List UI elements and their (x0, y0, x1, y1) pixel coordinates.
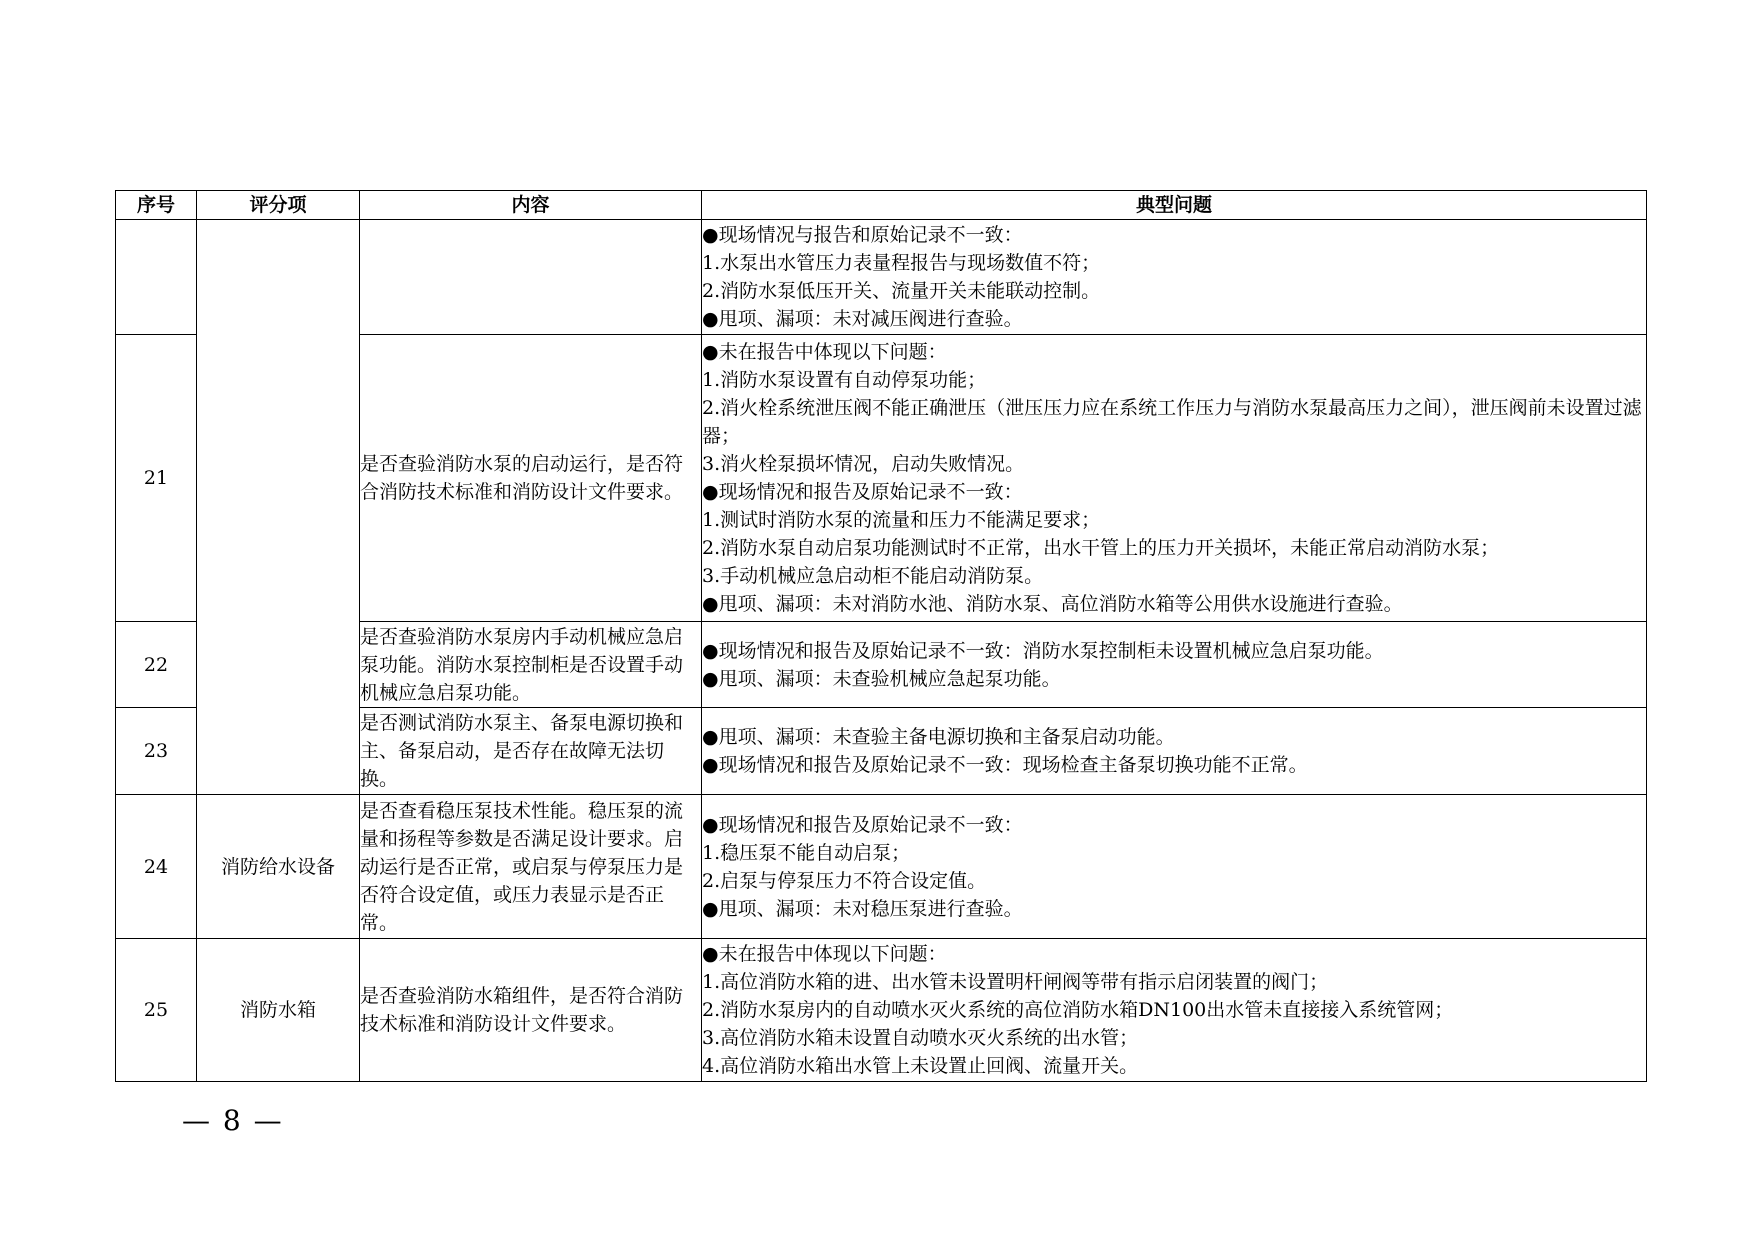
row-issues (702, 220, 1647, 335)
row-number: 23 (116, 708, 197, 795)
issue-line: 3.消火栓泵损坏情况，启动失败情况。 (702, 453, 1025, 475)
issue-line: 4.高位消防水箱出水管上未设置止回阀、流量开关。 (702, 1055, 1139, 1077)
issue-line: 3.手动机械应急启动柜不能启动消防泵。 (702, 565, 1044, 587)
issue-line: ●现场情况和报告及原始记录不一致： (702, 813, 1023, 836)
issue-line: ●甩项、漏项：未查验机械应急起泵功能。 (702, 667, 1061, 690)
table-row (116, 220, 1647, 335)
table-row (116, 939, 1647, 1082)
issue-line: 2.消防水泵房内的自动喷水灭火系统的高位消防水箱DN100出水管未直接接入系统管网； (702, 999, 1454, 1021)
row-content: 是否查看稳压泵技术性能。稳压泵的流量和扬程等参数是否满足设计要求。启动运行是否正常，或启泵与停泵压力是否符合设定值，或压力表显示是否正常。 (360, 795, 702, 939)
header-category: 评分项 (197, 191, 360, 220)
row-content: 是否查验消防水箱组件，是否符合消防技术标准和消防设计文件要求。 (360, 939, 702, 1082)
issue-line: 1.测试时消防水泵的流量和压力不能满足要求； (702, 509, 1101, 531)
row-issues (702, 795, 1647, 939)
row-number (116, 220, 197, 335)
issue-line: ●甩项、漏项：未对消防水池、消防水泵、高位消防水箱等公用供水设施进行查验。 (702, 593, 1403, 615)
row-content (360, 220, 702, 335)
row-number: 25 (116, 939, 197, 1082)
row-number: 24 (116, 795, 197, 939)
issue-line: ●现场情况和报告及原始记录不一致：消防水泵控制柜未设置机械应急启泵功能。 (702, 639, 1384, 662)
issue-line: 3.高位消防水箱未设置自动喷水灭火系统的出水管； (702, 1027, 1139, 1049)
header-content: 内容 (360, 191, 702, 220)
row-category: 消防给水设备 (197, 795, 360, 939)
issue-line: ●未在报告中体现以下问题： (702, 341, 947, 363)
table-row (116, 795, 1647, 939)
row-issues (702, 622, 1647, 708)
row-content: 是否查验消防水泵的启动运行，是否符合消防技术标准和消防设计文件要求。 (360, 335, 702, 622)
issue-line: ●现场情况和报告及原始记录不一致： (702, 481, 1023, 503)
row-issues (702, 335, 1647, 622)
page-number: — 8 — (182, 1104, 284, 1137)
issue-line: 2.消防水泵低压开关、流量开关未能联动控制。 (702, 280, 1101, 302)
issue-line: 1.消防水泵设置有自动停泵功能； (702, 369, 987, 391)
issue-line: 1.高位消防水箱的进、出水管未设置明杆闸阀等带有指示启闭装置的阀门； (702, 971, 1329, 993)
header-issues: 典型问题 (702, 191, 1647, 220)
issue-line: ●甩项、漏项：未对减压阀进行查验。 (702, 308, 1023, 330)
row-number: 22 (116, 622, 197, 708)
inspection-table (115, 190, 1647, 1082)
issue-line: ●现场情况与报告和原始记录不一致： (702, 224, 1023, 246)
row-content: 是否测试消防水泵主、备泵电源切换和主、备泵启动，是否存在故障无法切换。 (360, 708, 702, 795)
header-serial: 序号 (116, 191, 197, 220)
issue-line: 1.稳压泵不能自动启泵； (702, 841, 911, 864)
issue-line: ●甩项、漏项：未查验主备电源切换和主备泵启动功能。 (702, 726, 1175, 748)
issue-line: 1.水泵出水管压力表量程报告与现场数值不符； (702, 252, 1101, 274)
row-issues (702, 708, 1647, 795)
issue-line: 2.消火栓系统泄压阀不能正确泄压（泄压压力应在系统工作压力与消防水泵最高压力之间），泄压阀前未设置过滤器； (702, 397, 1642, 447)
row-content: 是否查验消防水泵房内手动机械应急启泵功能。消防水泵控制柜是否设置手动机械应急启泵功能。 (360, 622, 702, 708)
issue-line: 2.消防水泵自动启泵功能测试时不正常，出水干管上的压力开关损坏，未能正常启动消防水泵； (702, 537, 1500, 559)
row-category: 消防水箱 (197, 939, 360, 1082)
row-number: 21 (116, 335, 197, 622)
row-issues (702, 939, 1647, 1082)
issue-line: ●现场情况和报告及原始记录不一致：现场检查主备泵切换功能不正常。 (702, 754, 1308, 776)
table-header-row (116, 191, 1647, 220)
issue-line: 2.启泵与停泵压力不符合设定值。 (702, 869, 987, 892)
row-category-empty (197, 220, 360, 795)
issue-line: ●甩项、漏项：未对稳压泵进行查验。 (702, 897, 1023, 920)
issue-line: ●未在报告中体现以下问题： (702, 943, 947, 965)
